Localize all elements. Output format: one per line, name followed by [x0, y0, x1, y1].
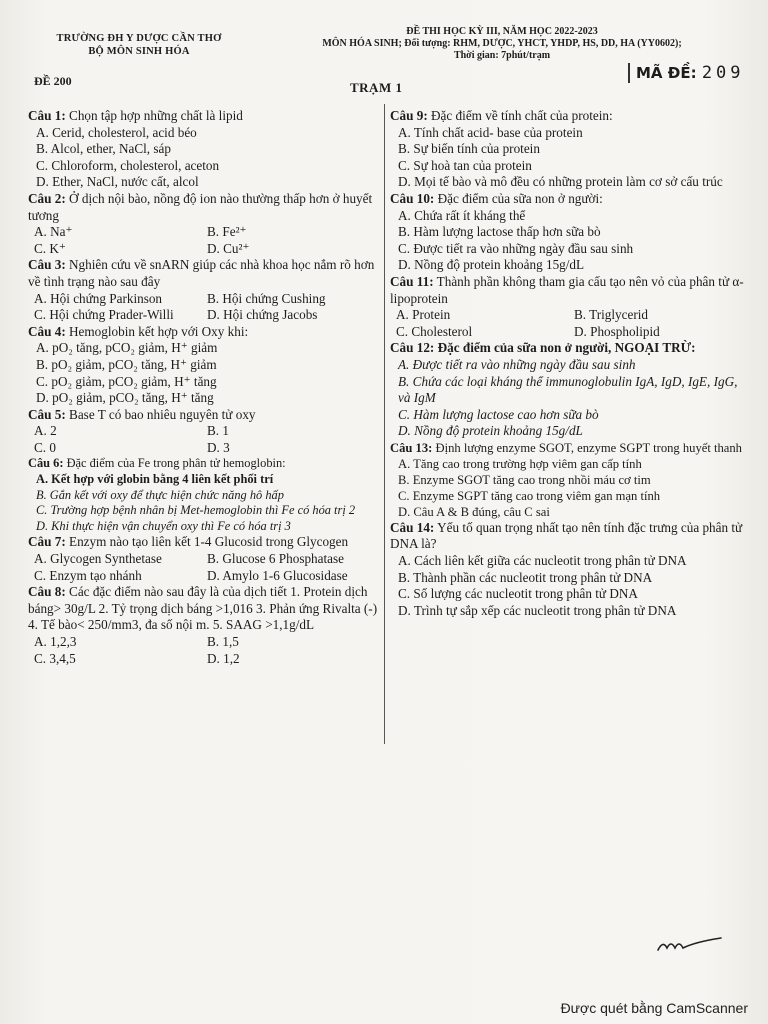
station-title: TRẠM 1 [350, 80, 403, 95]
school-header [34, 32, 244, 58]
answer-option: C. 0 [34, 439, 56, 455]
answer-option: C. Hàm lượng lactose cao hơn sữa bò [398, 406, 599, 422]
answer-option: D. Hội chứng Jacobs [207, 307, 318, 323]
column-divider [384, 104, 385, 744]
question-5: Câu 5: Base T có bao nhiêu nguyên tử oxy A. 2 B. 1 C. 0 D. 3 [28, 407, 380, 457]
answer-option: B. Thành phần các nucleotit trong phân tử DNA [398, 569, 653, 585]
question-2: Câu 2: Ở dịch nội bào, nồng độ ion nào thường thấp hơn ở huyết tương A. Na⁺ B. Fe²⁺ C. K⁺ D. Cu²⁺ [28, 191, 380, 257]
answer-option: C. Được tiết ra vào những ngày đầu sau sinh [398, 240, 634, 256]
answer-option: C. Hội chứng Prader-Willi [34, 307, 174, 323]
answer-option: A. 2 [34, 423, 57, 439]
answer-option: C. Enzym tạo nhánh [34, 567, 142, 583]
answer-option: B. Hàm lượng lactose thấp hơn sữa bò [398, 224, 601, 240]
answer-option: B. Fe²⁺ [207, 224, 247, 240]
question-1: Câu 1: Chọn tập hợp những chất là lipid A. Cerid, cholesterol, acid béo B. Alcol, ether, NaCl, sáp C. Chloroform, cholesterol, aceton D. Ether, NaCl, nước cất, alcol [28, 108, 380, 191]
answer-option: C. Số lượng các nucleotit trong phân tử DNA [398, 586, 638, 602]
answer-option: C. K⁺ [34, 240, 66, 256]
exam-number: ĐỀ 200 [34, 74, 72, 88]
answer-option: C. Trường hợp bệnh nhân bị Met-hemoglobin thì Fe có hóa trị 2 [36, 503, 356, 518]
question-6: Câu 6: Đặc điểm của Fe trong phân tử hemoglobin: A. Kết hợp với globin bằng 4 liên kết phối trí B. Gắn kết với oxy để thực hiện chức năng hô hấp C. Trường hợp bệnh nhân bị Met-hemoglobin thì Fe có hóa trị 2 D. Khi thực hiện vận chuyển oxy thì Fe có hóa trị 3 [28, 456, 380, 534]
exam-title: ĐỀ THI HỌC KỲ III, NĂM HỌC 2022-2023 [406, 26, 598, 37]
answer-option: B. Glucose 6 Phosphatase [207, 551, 344, 567]
answer-option: B. 1 [207, 423, 229, 439]
answer-option: B. Enzyme SGOT tăng cao trong nhồi máu cơ tim [398, 472, 651, 487]
answer-option: C. Cholesterol [396, 323, 473, 339]
question-7: Câu 7: Enzym nào tạo liên kết 1-4 Glucosid trong Glycogen A. Glycogen Synthetase B. Glucose 6 Phosphatase C. Enzym tạo nhánh D. Amylo 1-6 Glucosidase [28, 534, 380, 584]
answer-option: A. Hội chứng Parkinson [34, 290, 163, 306]
answer-option: D. Mọi tế bào và mô đều có những protein làm cơ sở cấu trúc [398, 174, 723, 190]
question-4: Câu 4: Hemoglobin kết hợp với Oxy khi: A. pO₂ tăng, pCO₂ giảm, H⁺ giảm B. pO₂ giảm, pCO₂ tăng, H⁺ giảm C. pO₂ giảm, pCO₂ giảm, H⁺ tăng D. pO₂ giảm, pCO₂ tăng, H⁺ tăng [28, 324, 380, 407]
answer-option: A. Tăng cao trong trường hợp viêm gan cấp tính [398, 456, 642, 471]
answer-option: A. Glycogen Synthetase [34, 551, 162, 567]
answer-option: C. Chloroform, cholesterol, aceton [36, 157, 220, 173]
exam-time: Thời gian: 7phút/trạm [453, 50, 551, 61]
answer-option: D. Khi thực hiện vận chuyển oxy thì Fe có hóa trị 3 [36, 518, 291, 533]
right-column [390, 108, 752, 619]
answer-option: A. Chứa rất ít kháng thể [398, 207, 526, 223]
question-9: Câu 9: Đặc điểm về tính chất của protein: A. Tính chất acid- base của protein B. Sự biến tính của protein C. Sự hoà tan của protein D. Mọi tế bào và mô đều có những protein làm cơ sở cấu trúc [390, 108, 752, 191]
answer-option: D. Amylo 1-6 Glucosidase [207, 567, 348, 583]
school-name: TRƯỜNG ĐH Y DƯỢC CẦN THƠ [56, 33, 222, 44]
question-10: Câu 10: Đặc điểm của sữa non ở người: A. Chứa rất ít kháng thể B. Hàm lượng lactose thấp hơn sữa bò C. Được tiết ra vào những ngày đầu sau sinh D. Nồng độ protein khoảng 15g/dL [390, 191, 752, 274]
answer-option: D. pO₂ giảm, pCO₂ tăng, H⁺ tăng [36, 390, 214, 406]
answer-option: A. Na⁺ [34, 224, 73, 240]
answer-option: B. Triglycerid [574, 307, 649, 323]
question-8: Câu 8: Các đặc điểm nào sau đây là của dịch tiết 1. Protein dịch báng> 30g/L 2. Tỷ trọng dịch báng >1,016 3. Phản ứng Rivalta (-) 4. Tế bào< 250/mm3, đa số nội m. 5. SAAG >1,1g/dL A. 1,2,3 B. 1,5 C. 3,4,5 D. 1,2 [28, 584, 380, 667]
scanner-watermark: Được quét bằng CamScanner [560, 1000, 748, 1016]
answer-option: D. Phospholipid [574, 323, 660, 339]
answer-option: B. Alcol, ether, NaCl, sáp [36, 141, 171, 157]
answer-option: B. pO₂ giảm, pCO₂ tăng, H⁺ giảm [36, 356, 217, 372]
answer-option: A. Cách liên kết giữa các nucleotit trong phân tử DNA [398, 553, 687, 569]
answer-option: C. pO₂ giảm, pCO₂ giảm, H⁺ tăng [36, 373, 217, 389]
answer-option: A. 1,2,3 [34, 634, 77, 649]
answer-option: C. Enzyme SGPT tăng cao trong viêm gan mạn tính [398, 488, 661, 503]
department-name: BỘ MÔN SINH HÓA [88, 46, 190, 57]
question-13: Câu 13: Định lượng enzyme SGOT, enzyme SGPT trong huyết thanh A. Tăng cao trong trường hợp viêm gan cấp tính B. Enzyme SGOT tăng cao trong nhồi máu cơ tim C. Enzyme SGPT tăng cao trong viêm gan mạn tính D. Câu A & B đúng, câu C sai [390, 440, 752, 520]
exam-code-value: 209 [701, 63, 745, 83]
question-12: Câu 12: Đặc điểm của sữa non ở người, NGOẠI TRỪ: A. Được tiết ra vào những ngày đầu sau sinh B. Chứa các loại kháng thể immunoglobulin IgA, IgD, IgE, IgG, và IgM C. Hàm lượng lactose cao hơn sữa bò D. Nồng độ protein khoảng 15g/dL [390, 340, 752, 440]
answer-option: B. Gắn kết với oxy để thực hiện chức năng hô hấp [36, 487, 284, 502]
question-11: Câu 11: Thành phần không tham gia cấu tạo nên vỏ của phân tử α-lipoprotein A. Protein B. Triglycerid C. Cholesterol D. Phospholipid [390, 274, 752, 340]
answer-option: B. 1,5 [207, 634, 239, 649]
answer-option: D. 1,2 [207, 650, 240, 666]
exam-subject: MÔN HÓA SINH; Đối tượng: RHM, DƯỢC, YHCT, YHDP, HS, DD, HA (YY0602); [322, 38, 682, 49]
answer-option: A. Được tiết ra vào những ngày đầu sau sinh [398, 356, 636, 372]
question-14: Câu 14: Yếu tố quan trọng nhất tạo nên tính đặc trưng của phân tử DNA là? A. Cách liên kết giữa các nucleotit trong phân tử DNA B. Thành phần các nucleotit trong phân tử DNA C. Số lượng các nucleotit trong phân tử DNA D. Trình tự sắp xếp các nucleotit trong phân tử DNA [390, 520, 752, 620]
left-column [28, 108, 380, 667]
answer-option: C. 3,4,5 [34, 650, 76, 666]
answer-option: D. 3 [207, 439, 230, 455]
answer-option: D. Ether, NaCl, nước cất, alcol [36, 174, 199, 190]
answer-option: D. Cu²⁺ [207, 240, 250, 256]
answer-option: B. Chứa các loại kháng thể immunoglobulin IgA, IgD, IgE, IgG, và IgM [398, 373, 738, 406]
exam-code [628, 63, 745, 83]
answer-option: D. Câu A & B đúng, câu C sai [398, 504, 550, 519]
signature [655, 932, 725, 956]
answer-option: A. Cerid, cholesterol, acid béo [36, 124, 197, 140]
answer-option: D. Trình tự sắp xếp các nucleotit trong phân tử DNA [398, 602, 677, 618]
question-3: Câu 3: Nghiên cứu về snARN giúp các nhà khoa học nắm rõ hơn về tình trạng nào sau đây A. Hội chứng Parkinson B. Hội chứng Cushing C. Hội chứng Prader-Willi D. Hội chứng Jacobs [28, 257, 380, 323]
answer-option: A. pO₂ tăng, pCO₂ giảm, H⁺ giảm [36, 340, 218, 356]
answer-option: A. Tính chất acid- base của protein [398, 124, 583, 140]
exam-header [262, 26, 742, 62]
answer-option: D. Nồng độ protein khoảng 15g/dL [398, 257, 585, 273]
answer-option: A. Protein [396, 307, 451, 323]
answer-option: B. Sự biến tính của protein [398, 141, 540, 157]
answer-option: A. Kết hợp với globin bằng 4 liên kết phối trí [36, 472, 274, 487]
exam-code-label: MÃ ĐỀ: [636, 64, 697, 82]
answer-option: B. Hội chứng Cushing [207, 290, 326, 306]
answer-option: C. Sự hoà tan của protein [398, 157, 532, 173]
answer-option: D. Nồng độ protein khoảng 15g/dL [398, 423, 583, 439]
